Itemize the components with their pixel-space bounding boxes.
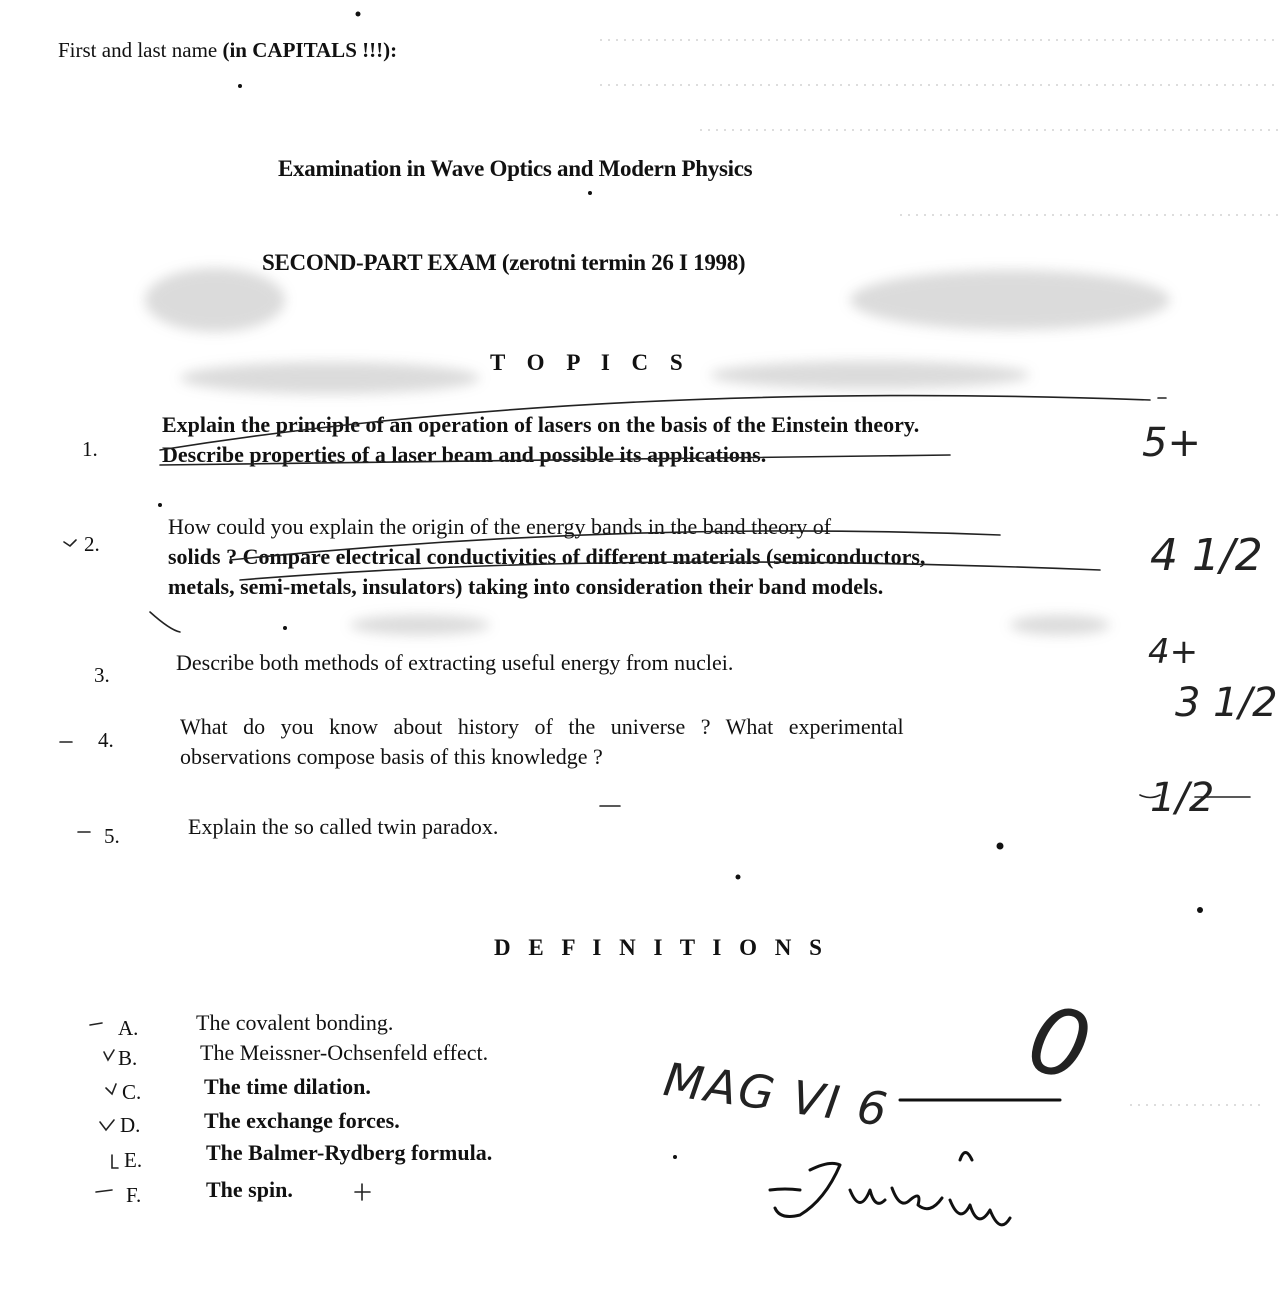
- question-line: Explain the principle of an operation of lasers on the basis of the Einstein theory.: [162, 412, 920, 437]
- question-text: [180, 712, 1160, 772]
- question-line: metals, semi-metals, insulators) taking into consideration their band models.: [168, 574, 884, 599]
- question-line: What do you know about history of the universe ? What experimental: [180, 714, 904, 739]
- definition-letter: B.: [118, 1046, 138, 1070]
- definition-text: The Meissner-Ochsenfeld effect.: [200, 1040, 489, 1065]
- topics-heading: T O P I C S: [490, 350, 691, 375]
- question-line: observations compose basis of this knowledge ?: [180, 744, 603, 769]
- definitions-grade: 0: [1017, 984, 1101, 1103]
- handwritten-code: MAG VI 6: [660, 1052, 893, 1137]
- name-field-label: [58, 38, 397, 63]
- question-line: How could you explain the origin of the energy bands in the band theory of: [168, 514, 832, 539]
- definition-text: The exchange forces.: [204, 1108, 400, 1133]
- definition-letter: E.: [124, 1148, 143, 1172]
- question-text: [162, 410, 1142, 470]
- definitions-heading: D E F I N I T I O N S: [494, 935, 828, 960]
- question-number: 5.: [104, 824, 120, 848]
- signature: [660, 1040, 1100, 1280]
- exam-subtitle: SECOND-PART EXAM (zerotni termin 26 I 1998): [262, 250, 746, 275]
- question-line: Describe both methods of extracting useful energy from nuclei.: [176, 650, 734, 675]
- grade-annotation: 3 1/2: [1175, 680, 1278, 726]
- question-text: [188, 812, 1168, 842]
- name-label-capitals: (in CAPITALS !!!):: [222, 38, 398, 62]
- grade-annotation: 5+: [1142, 420, 1201, 466]
- definition-letter: A.: [118, 1016, 139, 1040]
- question-number: 1.: [82, 437, 98, 461]
- definition-text: The time dilation.: [204, 1074, 371, 1099]
- grade-annotation: 4 1/2: [1150, 530, 1263, 581]
- definition-text: The Balmer-Rydberg formula.: [206, 1140, 493, 1165]
- question-line: solids ? Compare electrical conductivities of different materials (semiconductors,: [168, 544, 926, 569]
- question-number: 3.: [94, 663, 110, 687]
- question-number: 2.: [84, 532, 100, 556]
- definition-letter: F.: [126, 1183, 142, 1207]
- question-text: [168, 512, 1148, 602]
- exam-title: Examination in Wave Optics and Modern Physics: [278, 156, 753, 181]
- definition-letter: D.: [120, 1113, 141, 1137]
- name-label-prefix: First and last name: [58, 38, 218, 62]
- question-number: 4.: [98, 728, 114, 752]
- question-line: Describe properties of a laser beam and possible its applications.: [162, 442, 767, 467]
- definition-text: The spin.: [206, 1177, 293, 1202]
- question-line: Explain the so called twin paradox.: [188, 814, 499, 839]
- question-text: [176, 648, 1156, 678]
- definition-text: The covalent bonding.: [196, 1010, 394, 1035]
- grade-annotation: 4+: [1148, 632, 1199, 672]
- grade-annotation: 1/2: [1150, 775, 1215, 821]
- definition-letter: C.: [122, 1080, 142, 1104]
